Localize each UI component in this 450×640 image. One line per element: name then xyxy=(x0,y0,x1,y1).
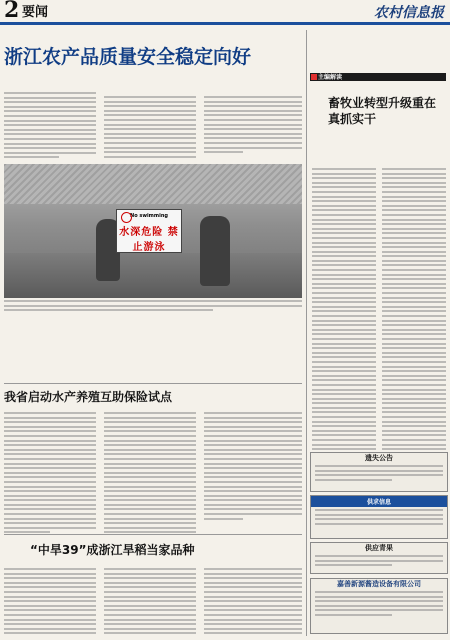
photo-caption xyxy=(4,300,302,314)
third-headline: “中旱39”成浙江旱稻当家品种 xyxy=(30,543,195,557)
sidebar-col-1 xyxy=(312,168,376,457)
column-divider xyxy=(306,30,307,636)
third-article-col-1 xyxy=(4,568,96,637)
warning-sign xyxy=(116,209,182,253)
masthead: 农村信息报 xyxy=(374,5,444,21)
ad-title: 嘉善新源酱造设备有限公司 xyxy=(337,580,421,588)
second-article-col-3 xyxy=(204,412,302,522)
page-number: 2 xyxy=(4,0,20,23)
ad-lost-notice xyxy=(310,452,448,492)
net-background xyxy=(4,164,302,204)
ad-green-fruit xyxy=(310,542,448,574)
ad-title: 遗失公告 xyxy=(365,454,393,462)
page-header xyxy=(0,0,450,25)
second-article-col-1 xyxy=(4,412,96,536)
third-article-col-3 xyxy=(204,568,302,637)
sidebar-col-2 xyxy=(382,168,446,453)
sidebar-headline: 畜牧业转型升级重在真抓实干 xyxy=(328,96,437,126)
news-photo xyxy=(4,164,302,298)
second-article-col-2 xyxy=(104,412,196,536)
divider xyxy=(4,534,302,535)
section-marker-icon xyxy=(311,74,317,80)
pond-water xyxy=(4,253,302,298)
person-right xyxy=(200,216,230,286)
sign-text-en: No swimming xyxy=(130,213,168,219)
second-headline: 我省启动水产养殖互助保险试点 xyxy=(4,390,173,404)
no-swimming-icon xyxy=(121,212,132,223)
third-article-col-2 xyxy=(104,568,196,637)
main-article-col-2 xyxy=(104,96,196,160)
divider xyxy=(4,383,302,384)
main-article-col-1 xyxy=(4,92,96,161)
ad-title: 供应青果 xyxy=(365,544,393,552)
main-article-col-3 xyxy=(204,96,302,156)
ad-title: 供求信息 xyxy=(311,496,447,507)
sidebar-section-label: 主编解读 xyxy=(318,74,343,81)
ad-supply-demand xyxy=(310,495,448,539)
ad-company xyxy=(310,578,448,634)
sign-text-cn: 水深危险 禁止游泳 xyxy=(119,227,179,253)
main-headline: 浙江农产品质量安全稳定向好 xyxy=(4,46,252,68)
section-title: 要闻 xyxy=(22,5,49,20)
